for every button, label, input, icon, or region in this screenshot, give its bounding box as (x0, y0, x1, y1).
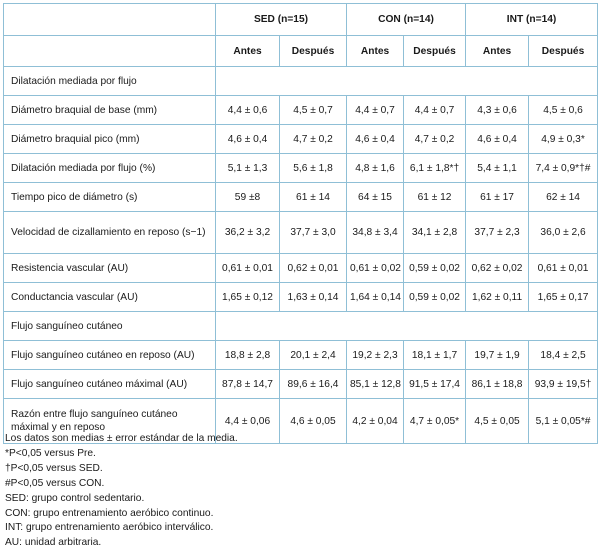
value-cell: 4,6 ± 0,05 (280, 399, 347, 444)
group-header-con: CON (n=14) (347, 4, 466, 36)
value-cell: 4,5 ± 0,6 (529, 96, 598, 125)
value-cell: 37,7 ± 2,3 (466, 212, 529, 254)
value-cell: 20,1 ± 2,4 (280, 341, 347, 370)
results-table (3, 3, 598, 444)
value-cell: 4,4 ± 0,7 (347, 96, 404, 125)
row-label: Dilatación mediada por flujo (%) (4, 154, 216, 183)
value-cell: 1,65 ± 0,17 (529, 283, 598, 312)
value-cell: 5,6 ± 1,8 (280, 154, 347, 183)
table-row (4, 370, 598, 399)
value-cell: 1,65 ± 0,12 (216, 283, 280, 312)
value-cell: 93,9 ± 19,5† (529, 370, 598, 399)
value-cell: 37,7 ± 3,0 (280, 212, 347, 254)
value-cell: 4,7 ± 0,2 (404, 125, 466, 154)
value-cell: 61 ± 12 (404, 183, 466, 212)
value-cell: 36,0 ± 2,6 (529, 212, 598, 254)
footnote-line: *P<0,05 versus Pre. (5, 447, 96, 459)
value-cell: 1,62 ± 0,11 (466, 283, 529, 312)
subheader-row (4, 36, 598, 67)
row-label: Velocidad de cizallamiento en reposo (s−1) (4, 212, 216, 254)
section-header-row (4, 312, 598, 341)
value-cell: 36,2 ± 3,2 (216, 212, 280, 254)
footnote-line: SED: grupo control sedentario. (5, 492, 145, 504)
value-cell: 0,61 ± 0,02 (347, 254, 404, 283)
value-cell: 18,8 ± 2,8 (216, 341, 280, 370)
table-row (4, 125, 598, 154)
value-cell: 61 ± 14 (280, 183, 347, 212)
value-cell: 4,6 ± 0,4 (466, 125, 529, 154)
table-row (4, 154, 598, 183)
value-cell: 91,5 ± 17,4 (404, 370, 466, 399)
value-cell: 62 ± 14 (529, 183, 598, 212)
footnote-line: #P<0,05 versus CON. (5, 477, 105, 489)
value-cell: 5,4 ± 1,1 (466, 154, 529, 183)
section-header-row (4, 67, 598, 96)
value-cell: 5,1 ± 0,05*# (529, 399, 598, 444)
row-label: Resistencia vascular (AU) (4, 254, 216, 283)
section-blank-cell (216, 67, 598, 96)
value-cell: 4,8 ± 1,6 (347, 154, 404, 183)
table-row (4, 183, 598, 212)
value-cell: 1,64 ± 0,14 (347, 283, 404, 312)
corner-cell (4, 36, 216, 67)
value-cell: 0,62 ± 0,02 (466, 254, 529, 283)
value-cell: 4,7 ± 0,05* (404, 399, 466, 444)
value-cell: 64 ± 15 (347, 183, 404, 212)
value-cell: 4,7 ± 0,2 (280, 125, 347, 154)
table-row (4, 283, 598, 312)
row-label: Flujo sanguíneo cutáneo máximal (AU) (4, 370, 216, 399)
subheader-antes: Antes (216, 36, 280, 67)
value-cell: 4,2 ± 0,04 (347, 399, 404, 444)
subheader-antes: Antes (466, 36, 529, 67)
value-cell: 89,6 ± 16,4 (280, 370, 347, 399)
value-cell: 4,9 ± 0,3* (529, 125, 598, 154)
value-cell: 0,59 ± 0,02 (404, 283, 466, 312)
section-title: Dilatación mediada por flujo (4, 67, 216, 96)
value-cell: 4,3 ± 0,6 (466, 96, 529, 125)
table-row (4, 341, 598, 370)
value-cell: 4,6 ± 0,4 (347, 125, 404, 154)
row-label: Razón entre flujo sanguíneo cutáneo máximal y en reposo (4, 399, 216, 444)
subheader-antes: Antes (347, 36, 404, 67)
subheader-despues: Después (280, 36, 347, 67)
row-label: Conductancia vascular (AU) (4, 283, 216, 312)
value-cell: 87,8 ± 14,7 (216, 370, 280, 399)
value-cell: 19,2 ± 2,3 (347, 341, 404, 370)
section-blank-cell (216, 312, 598, 341)
value-cell: 86,1 ± 18,8 (466, 370, 529, 399)
value-cell: 0,61 ± 0,01 (529, 254, 598, 283)
value-cell: 0,62 ± 0,01 (280, 254, 347, 283)
value-cell: 0,59 ± 0,02 (404, 254, 466, 283)
footnote-line: AU: unidad arbitraria. (5, 537, 102, 549)
value-cell: 85,1 ± 12,8 (347, 370, 404, 399)
row-label: Diámetro braquial pico (mm) (4, 125, 216, 154)
table-footnotes (5, 432, 238, 551)
row-label: Diámetro braquial de base (mm) (4, 96, 216, 125)
value-cell: 18,1 ± 1,7 (404, 341, 466, 370)
value-cell: 34,8 ± 3,4 (347, 212, 404, 254)
subheader-despues: Después (404, 36, 466, 67)
corner-cell (4, 4, 216, 36)
section-title: Flujo sanguíneo cutáneo (4, 312, 216, 341)
value-cell: 4,4 ± 0,06 (216, 399, 280, 444)
table-row (4, 212, 598, 254)
value-cell: 5,1 ± 1,3 (216, 154, 280, 183)
value-cell: 7,4 ± 0,9*†# (529, 154, 598, 183)
value-cell: 4,5 ± 0,05 (466, 399, 529, 444)
table-row (4, 96, 598, 125)
value-cell: 4,4 ± 0,6 (216, 96, 280, 125)
row-label: Tiempo pico de diámetro (s) (4, 183, 216, 212)
value-cell: 61 ± 17 (466, 183, 529, 212)
subheader-despues: Después (529, 36, 598, 67)
value-cell: 19,7 ± 1,9 (466, 341, 529, 370)
value-cell: 0,61 ± 0,01 (216, 254, 280, 283)
value-cell: 34,1 ± 2,8 (404, 212, 466, 254)
value-cell: 18,4 ± 2,5 (529, 341, 598, 370)
group-header-sed: SED (n=15) (216, 4, 347, 36)
value-cell: 59 ±8 (216, 183, 280, 212)
row-label: Flujo sanguíneo cutáneo en reposo (AU) (4, 341, 216, 370)
footnote-line: Los datos son medias ± error estándar de la media. (5, 433, 238, 444)
value-cell: 4,4 ± 0,7 (404, 96, 466, 125)
group-header-int: INT (n=14) (466, 4, 598, 36)
value-cell: 4,5 ± 0,7 (280, 96, 347, 125)
value-cell: 6,1 ± 1,8*† (404, 154, 466, 183)
table-row (4, 254, 598, 283)
value-cell: 4,6 ± 0,4 (216, 125, 280, 154)
footnote-line: INT: grupo entrenamiento aeróbico interválico. (5, 522, 214, 534)
footnote-line: CON: grupo entrenamiento aeróbico continuo. (5, 507, 214, 519)
footnote-line: †P<0,05 versus SED. (5, 462, 103, 474)
group-header-row (4, 4, 598, 36)
value-cell: 1,63 ± 0,14 (280, 283, 347, 312)
